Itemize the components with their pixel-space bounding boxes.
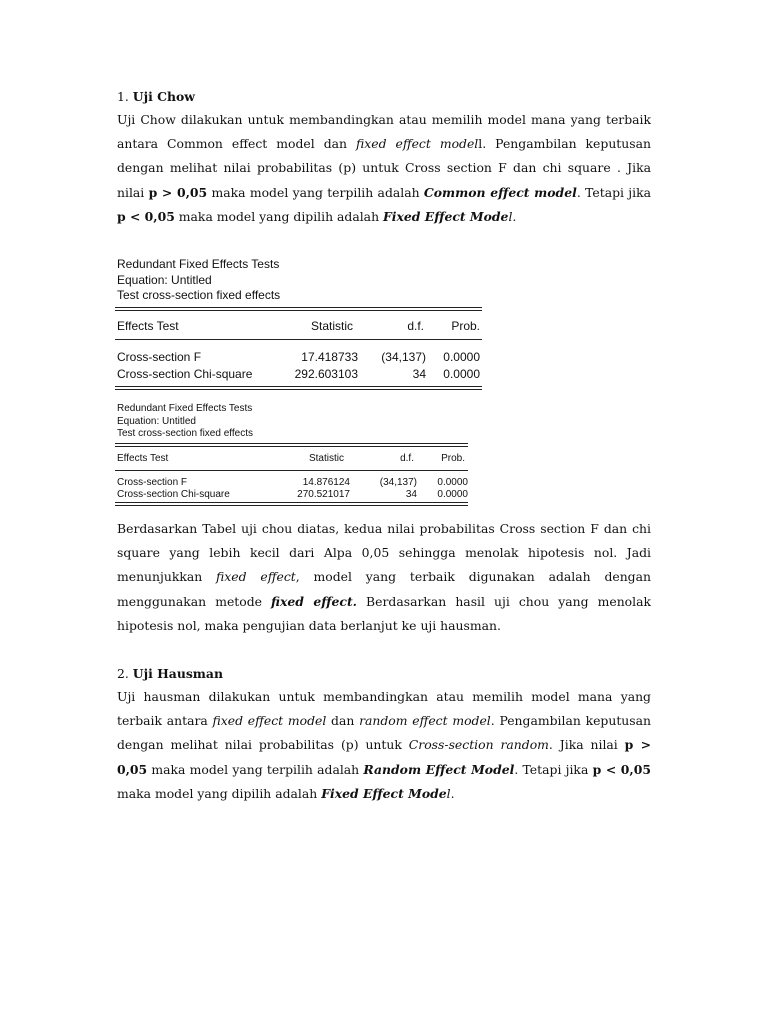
table-2-title: Redundant Fixed Effects Tests bbox=[117, 403, 253, 414]
section-1-heading bbox=[117, 89, 195, 104]
table-cell: 0.0000 bbox=[443, 350, 480, 364]
body-text: Berdasarkan Tabel uji chou diatas, kedua nilai probabilitas Cross section F dan chi square yang lebih kecil dari Alpa 0,05 sehingga menolak hipotesis nol. Jadi menunjukkan bbox=[117, 521, 651, 585]
body-text: . Pengambilan keputusan dengan melihat nilai probabilitas (p) untuk bbox=[117, 713, 652, 753]
table-cell: 17.418733 bbox=[301, 350, 358, 364]
italic-text: fixed effect bbox=[216, 569, 296, 585]
section-1-paragraph bbox=[117, 108, 651, 229]
table-1-header bbox=[117, 257, 280, 304]
body-text: maka model yang terpilih adalah bbox=[147, 761, 364, 777]
table-2-header bbox=[117, 403, 253, 441]
body-text: Berdasarkan hasil uji chou yang menolak hipotesis nol, maka pengujian data berlanjut ke uji hausman. bbox=[117, 593, 651, 633]
emphasis-text: Random Effect Model bbox=[363, 761, 515, 777]
table-cell: 0.0000 bbox=[437, 477, 468, 488]
body-text: Uji hausman dilakukan untuk membandingkan atau memilih model mana yang terbaik antara bbox=[117, 689, 651, 729]
table-cell: 0.0000 bbox=[443, 367, 480, 381]
table-2-bottom-rule bbox=[115, 502, 468, 506]
table-cell: 34 bbox=[412, 367, 426, 381]
column-header: d.f. bbox=[407, 319, 424, 333]
table-1-subtitle: Test cross-section fixed effects bbox=[117, 288, 281, 302]
italic-text: fixed effect model bbox=[212, 713, 327, 729]
body-text: Uji Chow dilakukan untuk membandingkan atau memilih model mana yang terbaik antara Common effect model dan bbox=[117, 112, 651, 152]
body-text: . bbox=[512, 208, 517, 224]
body-text: , model yang terbaik digunakan adalah dengan menggunakan metode bbox=[117, 569, 651, 609]
column-header: Statistic bbox=[308, 453, 344, 464]
section-2-title: Uji Hausman bbox=[132, 666, 223, 681]
section-2-paragraph bbox=[117, 685, 651, 806]
table-cell: 14.876124 bbox=[302, 477, 350, 488]
table-1-title: Redundant Fixed Effects Tests bbox=[117, 257, 280, 271]
table-1-top-rule bbox=[115, 307, 482, 311]
body-text: maka model yang dipilih adalah bbox=[117, 785, 322, 801]
body-text: . Tetapi jika bbox=[514, 761, 593, 777]
column-header: Prob. bbox=[441, 453, 465, 464]
table-2-header-rule bbox=[115, 470, 468, 471]
section-1-number: 1. bbox=[117, 89, 129, 104]
body-text: maka model yang terpilih adalah bbox=[207, 184, 424, 200]
table-cell: Cross-section F bbox=[117, 477, 188, 488]
body-text: . Tetapi jika bbox=[576, 184, 651, 200]
table-2-subtitle: Test cross-section fixed effects bbox=[117, 428, 253, 440]
column-header: d.f. bbox=[400, 453, 414, 464]
italic-text: l bbox=[508, 208, 513, 224]
table-cell: 34 bbox=[405, 489, 417, 500]
table-cell: (34,137) bbox=[379, 477, 417, 488]
table-1-header-rule bbox=[115, 339, 482, 340]
emphasis-text: Fixed Effect Mode bbox=[321, 785, 447, 801]
column-header: Effects Test bbox=[117, 453, 169, 464]
emphasis-text: p < 0,05 bbox=[592, 761, 651, 777]
discussion-text bbox=[117, 517, 651, 638]
column-header: Statistic bbox=[310, 319, 353, 333]
italic-text: l bbox=[446, 785, 451, 801]
italic-text: Cross-section random bbox=[408, 737, 549, 753]
emphasis-text: fixed effect. bbox=[271, 593, 357, 609]
emphasis-text: p < 0,05 bbox=[117, 208, 175, 224]
table-1-bottom-rule bbox=[115, 386, 482, 390]
body-text: . bbox=[450, 785, 455, 801]
table-cell: 270.521017 bbox=[297, 489, 350, 500]
emphasis-text: Common effect model bbox=[423, 184, 577, 200]
emphasis-text: p > 0,05 bbox=[117, 737, 651, 777]
body-text: dan bbox=[326, 713, 360, 729]
section-1-title: Uji Chow bbox=[132, 89, 195, 104]
column-header: Effects Test bbox=[117, 319, 179, 333]
body-text: l. Pengambilan keputusan dengan melihat nilai probabilitas (p) untuk Cross section F dan chi square . Jika nilai bbox=[117, 136, 651, 200]
table-cell: Cross-section F bbox=[117, 350, 202, 364]
section-2-text bbox=[117, 685, 651, 806]
table-cell: Cross-section Chi-square bbox=[117, 489, 230, 500]
table-2-top-rule bbox=[115, 443, 468, 447]
emphasis-text: p > 0,05 bbox=[148, 184, 208, 200]
table-cell: (34,137) bbox=[381, 350, 426, 364]
body-text: . Jika nilai bbox=[548, 737, 625, 753]
table-1-equation: Equation: Untitled bbox=[117, 272, 212, 287]
body-text: maka model yang dipilih adalah bbox=[174, 208, 383, 224]
discussion-paragraph bbox=[117, 517, 651, 638]
table-cell: Cross-section Chi-square bbox=[117, 367, 253, 381]
table-cell: 0.0000 bbox=[437, 489, 468, 500]
section-2-number: 2. bbox=[117, 666, 129, 681]
section-1-text bbox=[117, 108, 651, 229]
italic-text: fixed effect model bbox=[355, 136, 479, 152]
emphasis-text: Fixed Effect Mode bbox=[383, 208, 509, 224]
table-2-equation: Equation: Untitled bbox=[117, 415, 196, 427]
table-cell: 292.603103 bbox=[294, 367, 358, 381]
section-2-heading bbox=[117, 666, 223, 681]
italic-text: random effect model bbox=[359, 713, 491, 729]
column-header: Prob. bbox=[451, 319, 480, 333]
